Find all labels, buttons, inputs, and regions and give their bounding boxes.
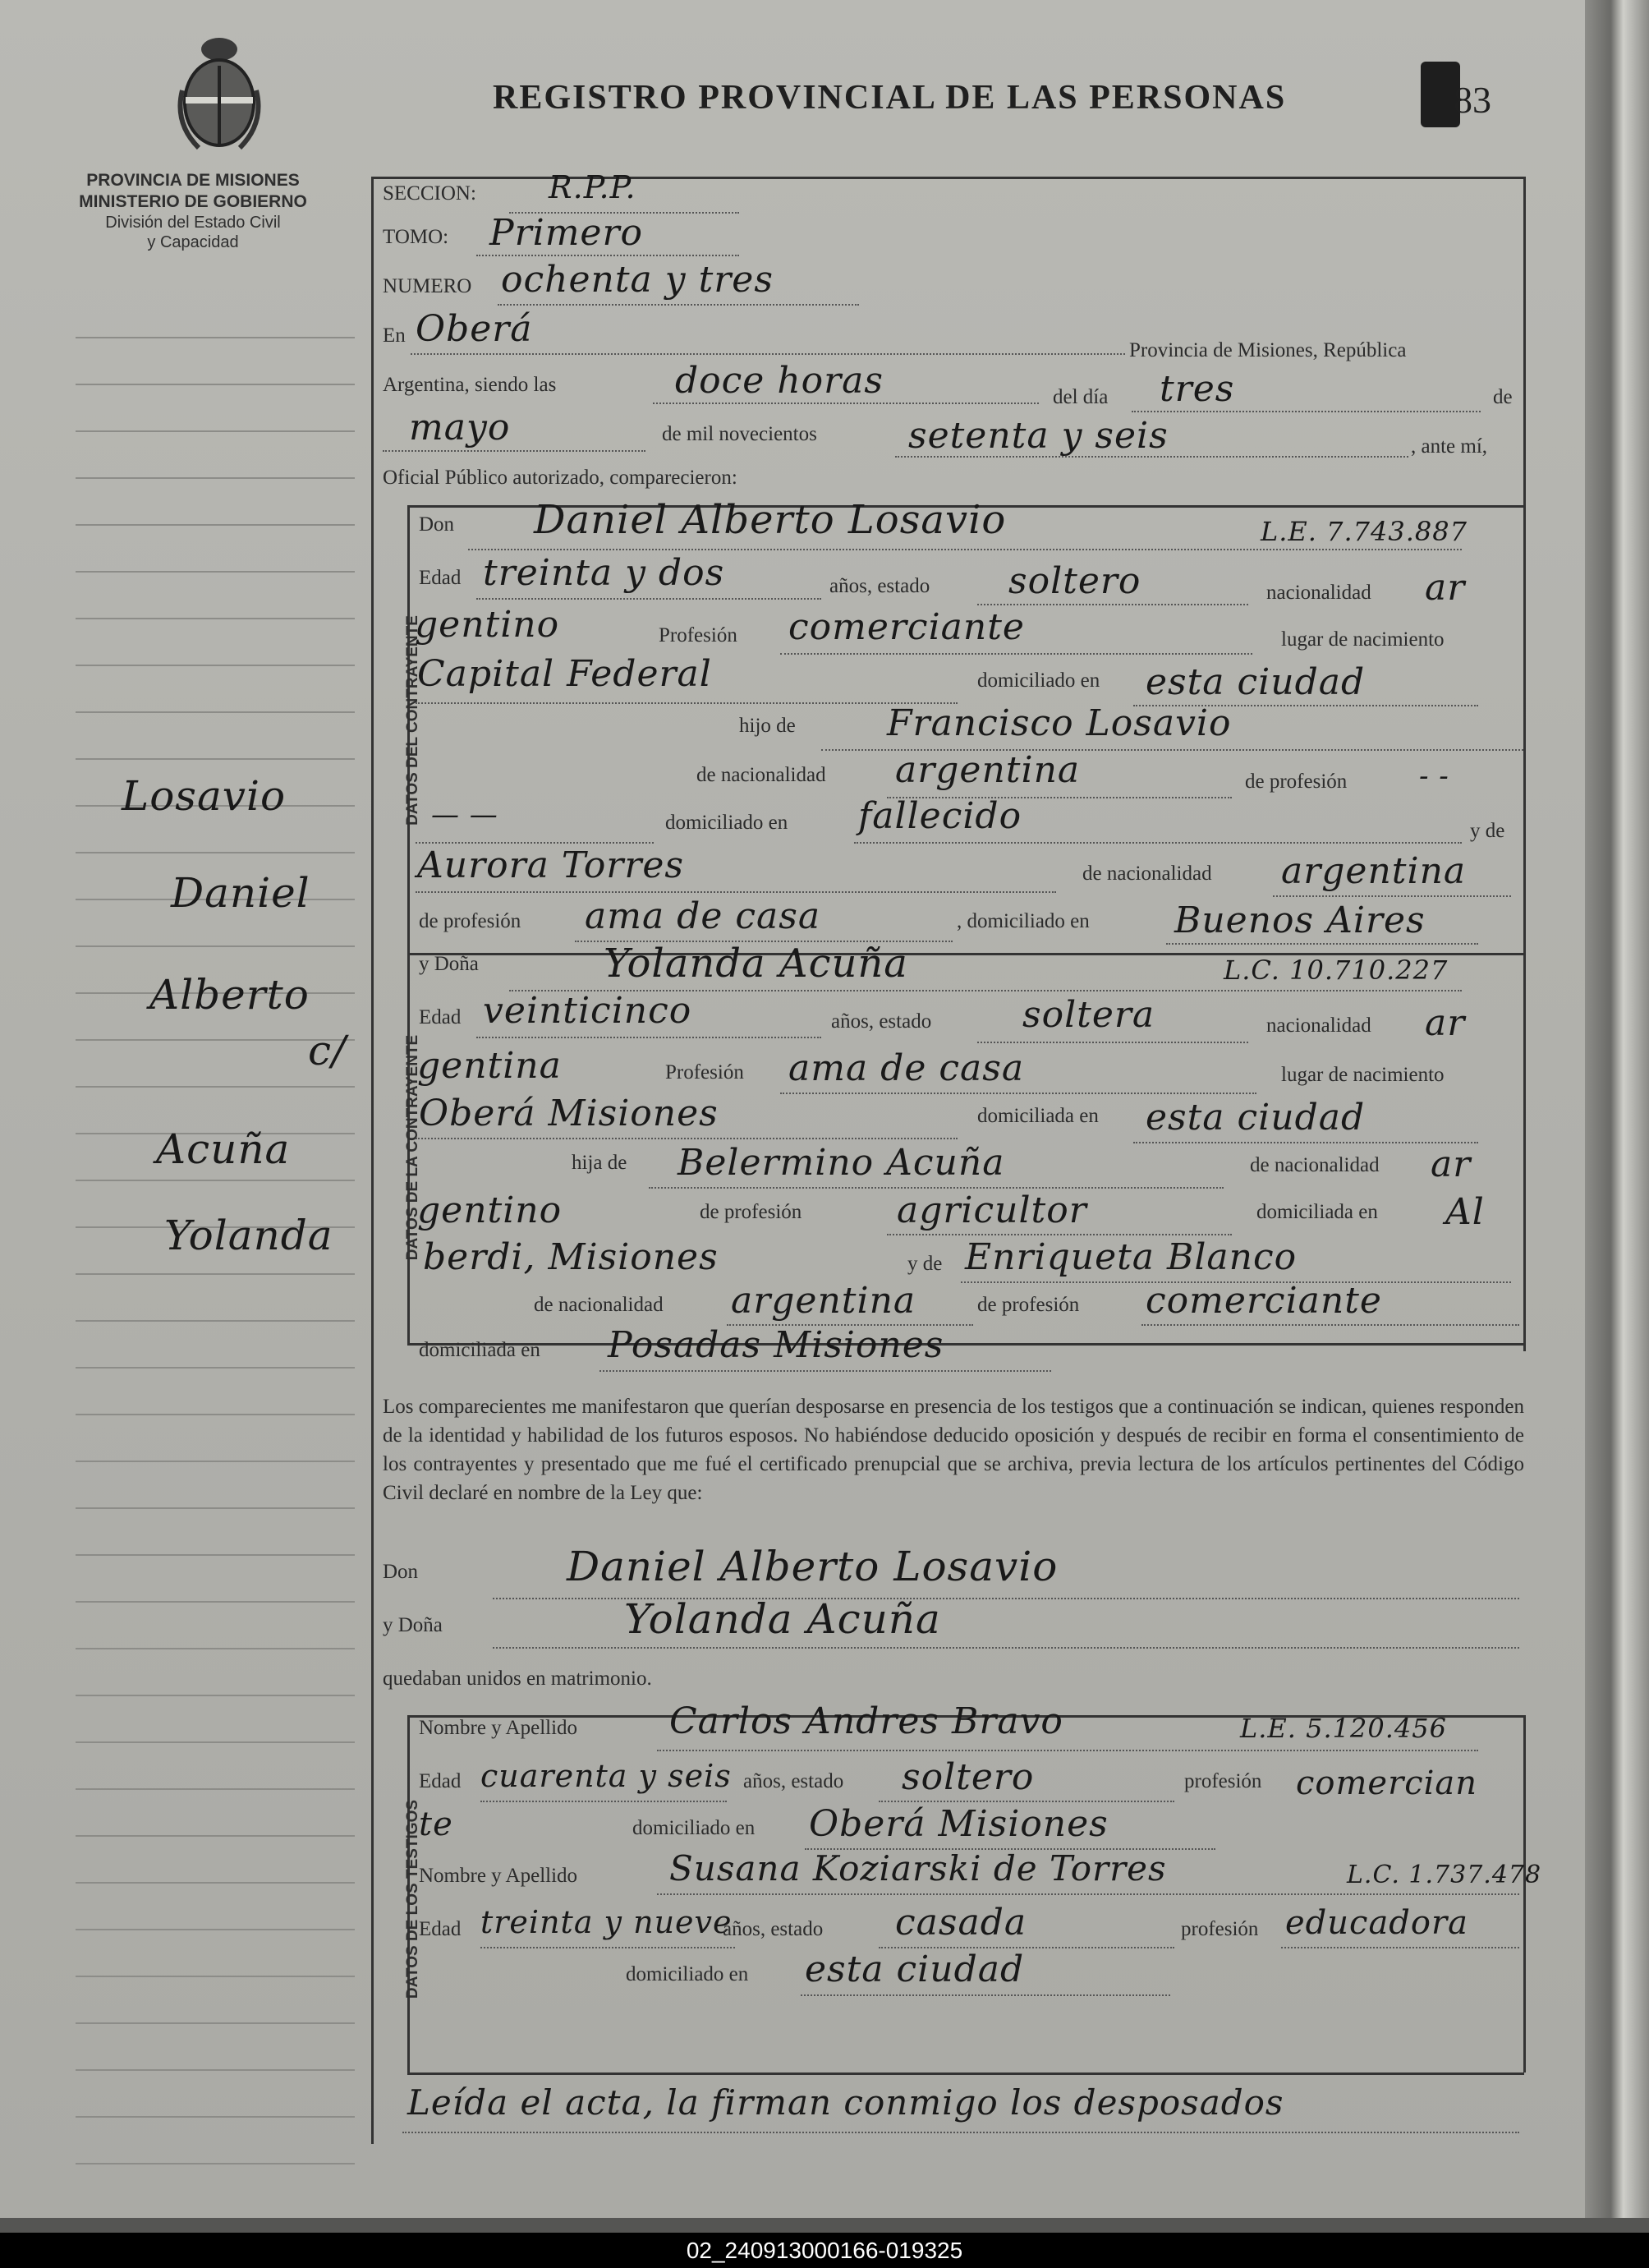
bride-nac-a: ar <box>1425 1002 1466 1044</box>
bride-profesion: ama de casa <box>788 1047 1025 1089</box>
value-tomo: Primero <box>489 212 643 254</box>
label-y-dona: y Doña <box>419 953 479 975</box>
label-anos-estado-w2: años, estado <box>723 1918 824 1940</box>
label-anos-estado: años, estado <box>829 575 930 597</box>
coat-of-arms-icon <box>174 33 264 156</box>
margin-rule <box>76 2022 355 2024</box>
margin-rule <box>76 1554 355 1556</box>
value-numero: ochenta y tres <box>501 259 774 301</box>
label-de-profesion: de profesión <box>1245 771 1348 793</box>
declaration-paragraph: Los comparecientes me manifestaron que querían desposarse en presencia de los testigos que a continuación se indican, quienes responden de la identidad y habilidad de los futuros esposos. No habiéndose deducido oposición y después de recibir en forma el consentimiento de los contrayentes y presentado que me fué el certificado prenupcial que se archiva, previa lectura de los artículos pertinentes del Código Civil declaré en nombre de la Ley que: <box>383 1396 1524 1504</box>
margin-rule <box>76 1741 355 1743</box>
label-don-final: Don <box>383 1561 419 1583</box>
margin-note-line: Yolanda <box>164 1212 333 1259</box>
bride-madre-prof: comerciante <box>1146 1280 1382 1322</box>
margin-rule <box>76 1835 355 1837</box>
label-domiciliado: domiciliado en <box>977 669 1100 692</box>
groom-padre-nac: argentina <box>895 749 1081 791</box>
value-seccion: R.P.P. <box>549 169 636 205</box>
bride-name: Yolanda Acuña <box>604 941 908 987</box>
bride-section-label: DATOS DE LA CONTRAYENTE <box>404 1034 421 1261</box>
groom-edad: treinta y dos <box>483 552 725 594</box>
margin-rule <box>76 1180 355 1181</box>
label-profesion-bride: Profesión <box>665 1061 744 1083</box>
margin-rule <box>76 1648 355 1649</box>
margin-rule <box>76 945 355 947</box>
bride-domicilio: esta ciudad <box>1146 1097 1366 1139</box>
groom-name: Daniel Alberto Losavio <box>534 497 1007 543</box>
margin-note-line: Losavio <box>122 772 287 820</box>
label-en: En <box>383 324 406 347</box>
margin-rule <box>76 1461 355 1462</box>
label-provincia: Provincia de Misiones, República <box>1129 339 1407 361</box>
label-domiciliado-padre: domiciliado en <box>665 812 788 834</box>
label-del-dia: del día <box>1053 386 1109 408</box>
bride-edad: veinticinco <box>483 990 692 1032</box>
folio-number: 83 <box>1454 79 1491 121</box>
groom-profesion: comerciante <box>788 606 1025 648</box>
witness2-domicilio: esta ciudad <box>805 1948 1025 1990</box>
margin-rule <box>76 477 355 479</box>
bride-doc: L.C. 10.710.227 <box>1224 955 1449 986</box>
label-nacionalidad-bride: nacionalidad <box>1266 1014 1371 1037</box>
label-y-dona-final: y Doña <box>383 1614 443 1636</box>
groom-madre-dom: Buenos Aires <box>1174 899 1426 941</box>
label-profesion-w1: profesión <box>1184 1770 1262 1792</box>
margin-rule <box>76 618 355 619</box>
margin-rule <box>76 1273 355 1275</box>
margin-rule <box>76 384 355 385</box>
label-de-nacionalidad-madre-bride: de nacionalidad <box>534 1294 664 1316</box>
margin-rule <box>76 852 355 853</box>
label-hija-de: hija de <box>572 1152 627 1174</box>
witness1-doc: L.E. 5.120.456 <box>1240 1713 1447 1744</box>
label-domiciliada-bride: domiciliada en <box>977 1105 1099 1127</box>
label-seccion: SECCION: <box>383 182 476 205</box>
witness2-edad: treinta y nueve <box>480 1904 733 1940</box>
label-de-nacionalidad-madre: de nacionalidad <box>1082 863 1212 885</box>
margin-rule <box>76 1414 355 1415</box>
book-edge <box>1585 0 1649 2218</box>
bride-madre-nac: argentina <box>731 1280 916 1322</box>
label-y-de: y de <box>1470 820 1505 842</box>
final-bride-name: Yolanda Acuña <box>624 1595 941 1643</box>
witness1-prof-b: te <box>419 1806 453 1843</box>
label-de-nacionalidad: de nacionalidad <box>696 764 826 786</box>
label-de: de <box>1493 386 1513 408</box>
label-de-profesion-bride: de profesión <box>700 1201 802 1223</box>
label-de-profesion-madre-bride: de profesión <box>977 1294 1080 1316</box>
witness2-name: Susana Koziarski de Torres <box>669 1848 1167 1888</box>
bride-padre-nac-b: gentino <box>417 1189 563 1231</box>
witness2-profesion: educadora <box>1285 1904 1468 1942</box>
label-nombre-apellido-2: Nombre y Apellido <box>419 1865 578 1887</box>
margin-note-line: Acuña <box>156 1125 291 1173</box>
label-numero: NUMERO <box>383 275 472 297</box>
margin-rule <box>76 524 355 526</box>
bride-padre-prof: agricultor <box>897 1189 1087 1231</box>
margin-rule <box>76 2116 355 2118</box>
margin-rule <box>76 665 355 666</box>
page-title: REGISTRO PROVINCIAL DE LAS PERSONAS <box>493 79 1287 117</box>
margin-rule <box>76 571 355 573</box>
label-domiciliado-w2: domiciliado en <box>626 1963 749 1985</box>
margin-rule <box>76 1367 355 1369</box>
label-edad-bride: Edad <box>419 1006 462 1028</box>
witness1-name: Carlos Andres Bravo <box>669 1700 1063 1742</box>
margin-rule <box>76 758 355 760</box>
groom-domicilio: esta ciudad <box>1146 661 1366 703</box>
value-hora: doce horas <box>675 360 884 402</box>
witness2-doc: L.C. 1.737.478 <box>1347 1861 1542 1889</box>
label-oficial: Oficial Público autorizado, comparecieron: <box>383 467 737 489</box>
label-argentina-siendo: Argentina, siendo las <box>383 374 557 396</box>
margin-rule <box>76 2069 355 2071</box>
margin-rule <box>76 1929 355 1930</box>
groom-lugar-nac: Capital Federal <box>417 653 712 695</box>
bride-padre: Belermino Acuña <box>678 1142 1005 1184</box>
bride-padre-nac-a: ar <box>1431 1143 1472 1185</box>
label-lugar-nac: lugar de nacimiento <box>1281 628 1445 651</box>
bride-padre-dom-b: berdi, Misiones <box>423 1236 719 1278</box>
witness1-domicilio: Oberá Misiones <box>809 1803 1109 1845</box>
label-de-mil: de mil novecientos <box>662 423 817 445</box>
margin-note-line: Alberto <box>149 971 310 1019</box>
witness1-edad: cuarenta y seis <box>480 1758 732 1794</box>
label-quedaban: quedaban unidos en matrimonio. <box>383 1668 652 1690</box>
label-profesion: Profesión <box>659 624 737 646</box>
groom-madre-nac: argentina <box>1281 850 1467 892</box>
label-profesion-w2: profesión <box>1181 1918 1259 1940</box>
margin-rule <box>76 1695 355 1696</box>
margin-rule <box>76 1507 355 1509</box>
bride-madre-dom: Posadas Misiones <box>608 1324 944 1366</box>
label-de-profesion-madre: de profesión <box>419 910 521 932</box>
label-y-de-bride: y de <box>907 1253 943 1275</box>
margin-rule <box>76 1976 355 1977</box>
witness2-estado: casada <box>895 1902 1027 1944</box>
value-dia: tres <box>1160 368 1235 410</box>
margin-rule <box>76 337 355 338</box>
margin-rule <box>76 711 355 713</box>
scan-shadow <box>0 2218 1649 2234</box>
margin-rule <box>76 1601 355 1603</box>
margin-rule <box>76 430 355 432</box>
scan-id: 02_240913000166-019325 <box>686 2238 963 2263</box>
label-anos-estado-w1: años, estado <box>743 1770 844 1792</box>
label-nombre-apellido-1: Nombre y Apellido <box>419 1717 578 1739</box>
label-anos-estado-bride: años, estado <box>831 1010 932 1033</box>
scan-id-bar <box>0 2233 1649 2268</box>
label-edad-w2: Edad <box>419 1918 462 1940</box>
label-tomo: TOMO: <box>383 226 449 248</box>
groom-padre: Francisco Losavio <box>887 702 1232 744</box>
closing-statement: Leída el acta, la firman conmigo los desposados <box>407 2082 1284 2123</box>
bride-lugar-nac: Oberá Misiones <box>419 1093 719 1134</box>
label-domiciliado-w1: domiciliado en <box>632 1817 756 1839</box>
margin-rule <box>76 2163 355 2164</box>
groom-nac-b: gentino <box>415 604 560 646</box>
label-hijo-de: hijo de <box>739 715 796 737</box>
groom-padre-prof: - - <box>1419 760 1449 793</box>
label-domiciliada-madre: domiciliada en <box>419 1339 540 1361</box>
margin-rule <box>76 1320 355 1322</box>
label-de-nacionalidad-bride: de nacionalidad <box>1250 1154 1380 1176</box>
label-don: Don <box>419 513 455 536</box>
value-mes: mayo <box>409 407 511 449</box>
bride-nac-b: gentina <box>417 1045 562 1087</box>
margin-rule <box>76 1086 355 1088</box>
margin-note-line: Daniel <box>171 869 310 917</box>
witness1-prof-a: comercian <box>1296 1764 1478 1802</box>
label-edad-w1: Edad <box>419 1770 462 1792</box>
label-domiciliada-padre: domiciliada en <box>1256 1201 1378 1223</box>
groom-estado: soltero <box>1008 560 1141 602</box>
final-groom-name: Daniel Alberto Losavio <box>567 1543 1059 1590</box>
groom-madre-prof: ama de casa <box>585 895 821 937</box>
groom-nac-a: ar <box>1425 567 1466 609</box>
margin-note-line: c/ <box>308 1027 347 1074</box>
label-nacionalidad: nacionalidad <box>1266 582 1371 604</box>
label-ante-mi: , ante mí, <box>1411 435 1488 458</box>
label-lugar-nac-bride: lugar de nacimiento <box>1281 1064 1445 1086</box>
groom-madre: Aurora Torres <box>417 844 684 886</box>
value-anio: setenta y seis <box>908 415 1169 457</box>
bride-estado: soltera <box>1022 994 1155 1036</box>
agency-line-3: División del Estado Civil <box>105 214 281 232</box>
agency-line-1: PROVINCIA DE MISIONES <box>86 171 300 190</box>
label-edad: Edad <box>419 567 462 589</box>
groom-padre-dash: — — <box>431 798 498 831</box>
groom-padre-dom: fallecido <box>858 795 1022 837</box>
bride-madre: Enriqueta Blanco <box>965 1236 1298 1278</box>
witnesses-section-label: DATOS DE LOS TESTIGOS <box>404 1799 421 1999</box>
agency-line-4: y Capacidad <box>147 233 239 251</box>
label-domiciliado-madre: , domiciliado en <box>957 910 1090 932</box>
agency-line-2: MINISTERIO DE GOBIERNO <box>79 192 307 211</box>
value-lugar: Oberá <box>416 308 533 350</box>
margin-rule <box>76 1882 355 1884</box>
groom-doc: L.E. 7.743.887 <box>1261 516 1468 547</box>
witness1-estado: soltero <box>902 1756 1035 1798</box>
bride-padre-dom-a: Al <box>1445 1191 1485 1233</box>
groom-section-label: DATOS DEL CONTRAYENTE <box>404 615 421 826</box>
margin-rule <box>76 1788 355 1790</box>
